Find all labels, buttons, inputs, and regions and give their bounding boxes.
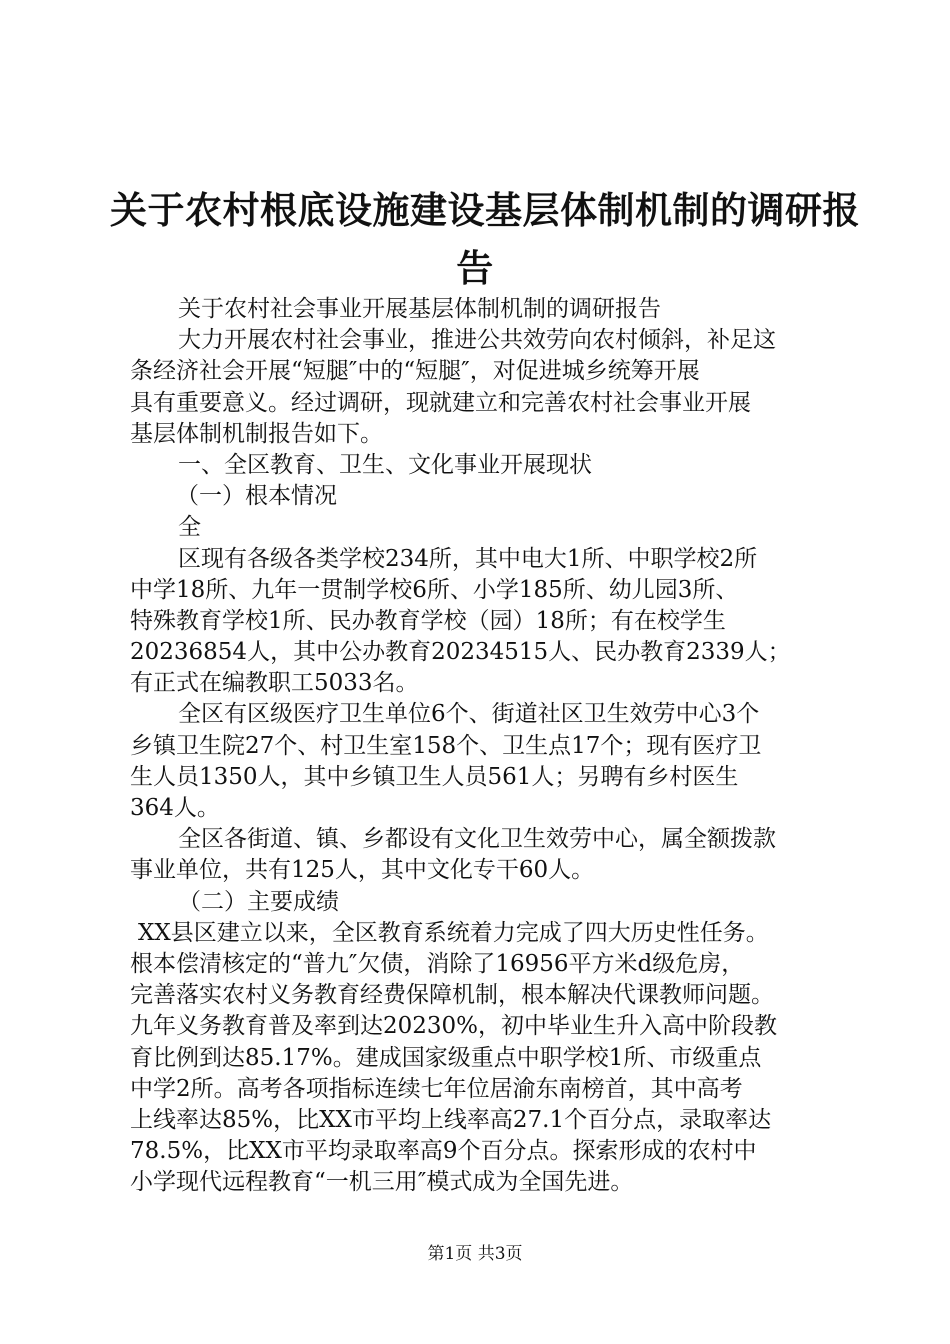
text-line: 中学18所、九年一贯制学校6所、小学185所、幼儿园3所、 [130,576,739,603]
text-line: 364人。 [130,795,220,821]
page-footer: 第1页 共3页 [427,1244,523,1264]
text-line: 全区有区级医疗卫生单位6个、街道社区卫生效劳中心3个 [178,701,760,728]
text-line: 全 [178,514,201,541]
text-line: 根本偿清核定的“普九″欠债，消除了16956平方米d级危房， [130,950,745,977]
text-line: 有正式在编教职工5033名。 [130,670,419,697]
document-title-line2: 告 [456,247,494,290]
text-line: 20236854人，其中公办教育20234515人、民办教育2339人； [130,639,791,666]
text-line: 基层体制机制报告如下。 [130,420,383,447]
text-line: 乡镇卫生院27个、村卫生室158个、卫生点17个；现有医疗卫 [130,732,762,759]
document-body [130,294,830,1198]
text-line: 事业单位，共有125人，其中文化专干60人。 [130,857,595,884]
text-line: 上线率达85%，比XX市平均上线率高27.1个百分点，录取率达 [130,1106,772,1133]
text-line: 中学2所。高考各项指标连续七年位居渝东南榜首，其中高考 [130,1075,743,1102]
text-line: 育比例到达85.17%。建成国家级重点中职学校1所、市级重点 [130,1044,762,1071]
text-line: 一、全区教育、卫生、文化事业开展现状 [178,451,592,478]
text-line: 条经济社会开展“短腿″中的“短腿″，对促进城乡统筹开展 [130,358,700,385]
document-title-line1: 关于农村根底设施建设基层体制机制的调研报 [110,189,860,232]
text-line: 区现有各级各类学校234所，其中电大1所、中职学校2所 [178,545,758,572]
text-line: 具有重要意义。经过调研，现就建立和完善农村社会事业开展 [130,389,751,416]
text-line: 78.5%，比XX市平均录取率高9个百分点。探索形成的农村中 [130,1138,757,1165]
text-line: XX县区建立以来，全区教育系统着力完成了四大历史性任务。 [138,919,769,946]
text-line: 小学现代远程教育“一机三用″模式成为全国先进。 [130,1169,634,1196]
text-line: 大力开展农村社会事业，推进公共效劳向农村倾斜，补足这 [178,327,776,354]
text-line: 特殊教育学校1所、民办教育学校（园）18所；有在校学生 [130,607,726,634]
text-line: 生人员1350人，其中乡镇卫生人员561人；另聘有乡村医生 [130,763,739,790]
text-line: （一）根本情况 [176,483,337,510]
text-line: 关于农村社会事业开展基层体制机制的调研报告 [178,296,661,322]
text-line: （二）主要成绩 [178,888,339,915]
text-line: 全区各街道、镇、乡都设有文化卫生效劳中心，属全额拨款 [178,826,776,853]
text-line: 九年义务教育普及率到达20230%，初中毕业生升入高中阶段教 [130,1013,778,1040]
text-line: 完善落实农村义务教育经费保障机制，根本解决代课教师问题。 [130,982,774,1009]
